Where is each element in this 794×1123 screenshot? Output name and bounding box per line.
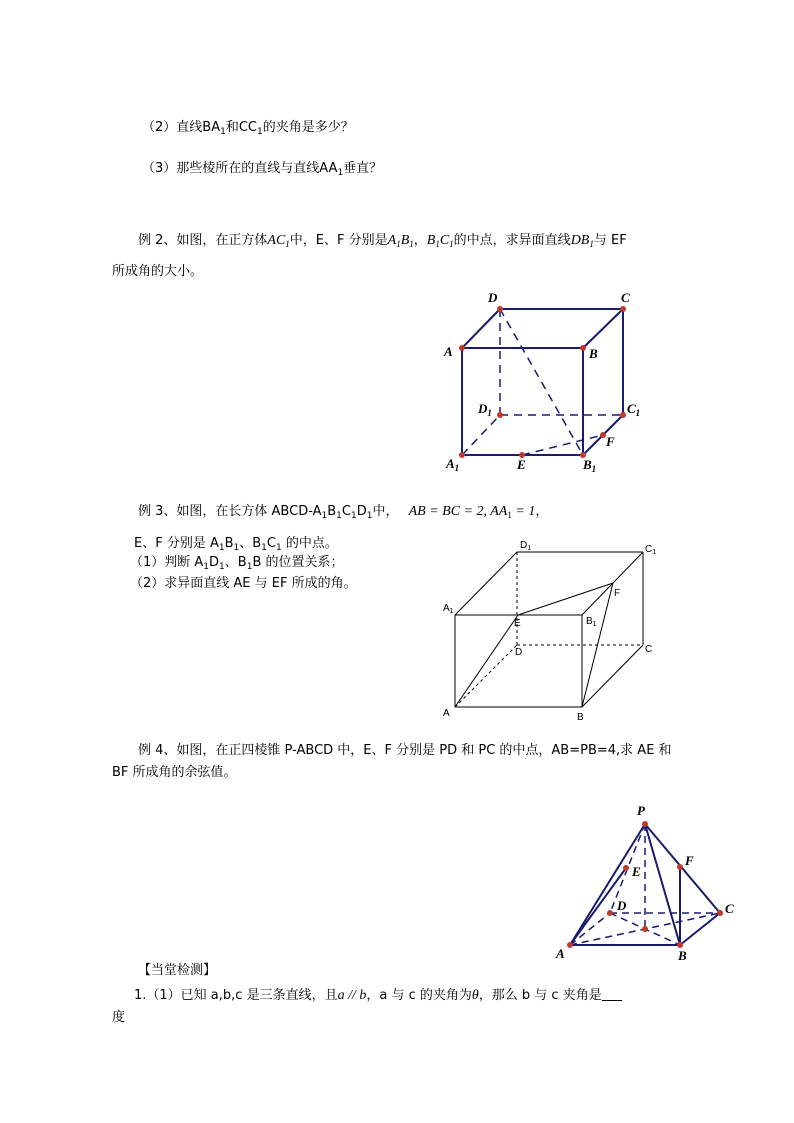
cube-label-A1: $A_1$ (446, 456, 460, 473)
pyr-label-A: A (556, 946, 565, 961)
cube-label-B: B (589, 346, 598, 361)
example-3-line4: （2）求异面直线 AE 与 EF 所成的角。 (130, 576, 357, 591)
example-3-text: 例 3、如图，在长方体 ABCD-$A_1B_1C_1D_1$中， AB = BC = 2, $AA_1 = 1$， (138, 504, 549, 521)
cube-label-C1: $C_1$ (627, 401, 641, 418)
pyr-label-B: B (678, 948, 687, 963)
pyr-label-C: C (725, 901, 734, 916)
pyr-label-D: D (617, 898, 627, 913)
svg-text:B1: $B_1$ (586, 616, 597, 628)
cube-label-D: D (488, 290, 498, 305)
check-title: 【当堂检测】 (138, 963, 217, 978)
pyr-label-P: P (637, 803, 645, 818)
cube-label-E: E (517, 457, 526, 472)
cube-label-A: A (444, 344, 453, 359)
box-label-B: B (577, 712, 584, 723)
box-label-E: E (514, 618, 521, 629)
box-label-C: C (645, 644, 653, 655)
question-3: （3）那些棱所在的直线与直线$AA_1$垂直？ (142, 161, 383, 178)
pyr-label-F: F (685, 853, 694, 868)
cube-label-F: F (606, 434, 615, 449)
check-question-1-unit: 度 (112, 1010, 126, 1025)
svg-text:C1: $C_1$ (645, 544, 657, 556)
question-2: （2）直线$BA_1$和$CC_1$的夹角是多少？ (142, 120, 354, 137)
cube-label-B1: $B_1$ (583, 457, 597, 474)
box-label-A: A (443, 708, 450, 719)
example-4-text: 例 4、如图，在正四棱锥 P-ABCD 中，E、F 分别是 PD 和 PC 的中点，AB=PB=4,求 AE 和 (138, 743, 672, 758)
example-3-line3: （1）判断 $A_1D_1$、$B_1B$ 的位置关系； (130, 555, 344, 572)
example-3-line2: E、F 分别是 $A_1B_1$、$B_1C_1$ 的中点。 (134, 536, 338, 553)
cube-label-D1: $D_1$ (478, 401, 492, 418)
svg-text:D1: $D_1$ (520, 540, 532, 552)
answer-blank[interactable] (602, 988, 622, 1001)
example-2-text: 例 2、如图，在正方体$AC_1$中，E、F 分别是$A_1B_1$，$B_1C_1$的中点，求异面直线$DB_1$与 EF (138, 233, 627, 249)
box-label-F: F (614, 588, 621, 599)
cube-label-C: C (621, 290, 630, 305)
svg-text:A1: $A_1$ (443, 603, 454, 615)
example-2-text-line2: 所成角的大小。 (112, 264, 204, 279)
box-label-D: D (515, 647, 523, 658)
example-4-line2: BF 所成角的余弦值。 (112, 765, 237, 780)
check-question-1: 1.（1）已知 a,b,c 是三条直线，且a // b，a 与 c 的夹角为θ，那么 b 与 c 夹角是 (134, 987, 622, 1005)
pyr-label-E: E (632, 864, 641, 879)
